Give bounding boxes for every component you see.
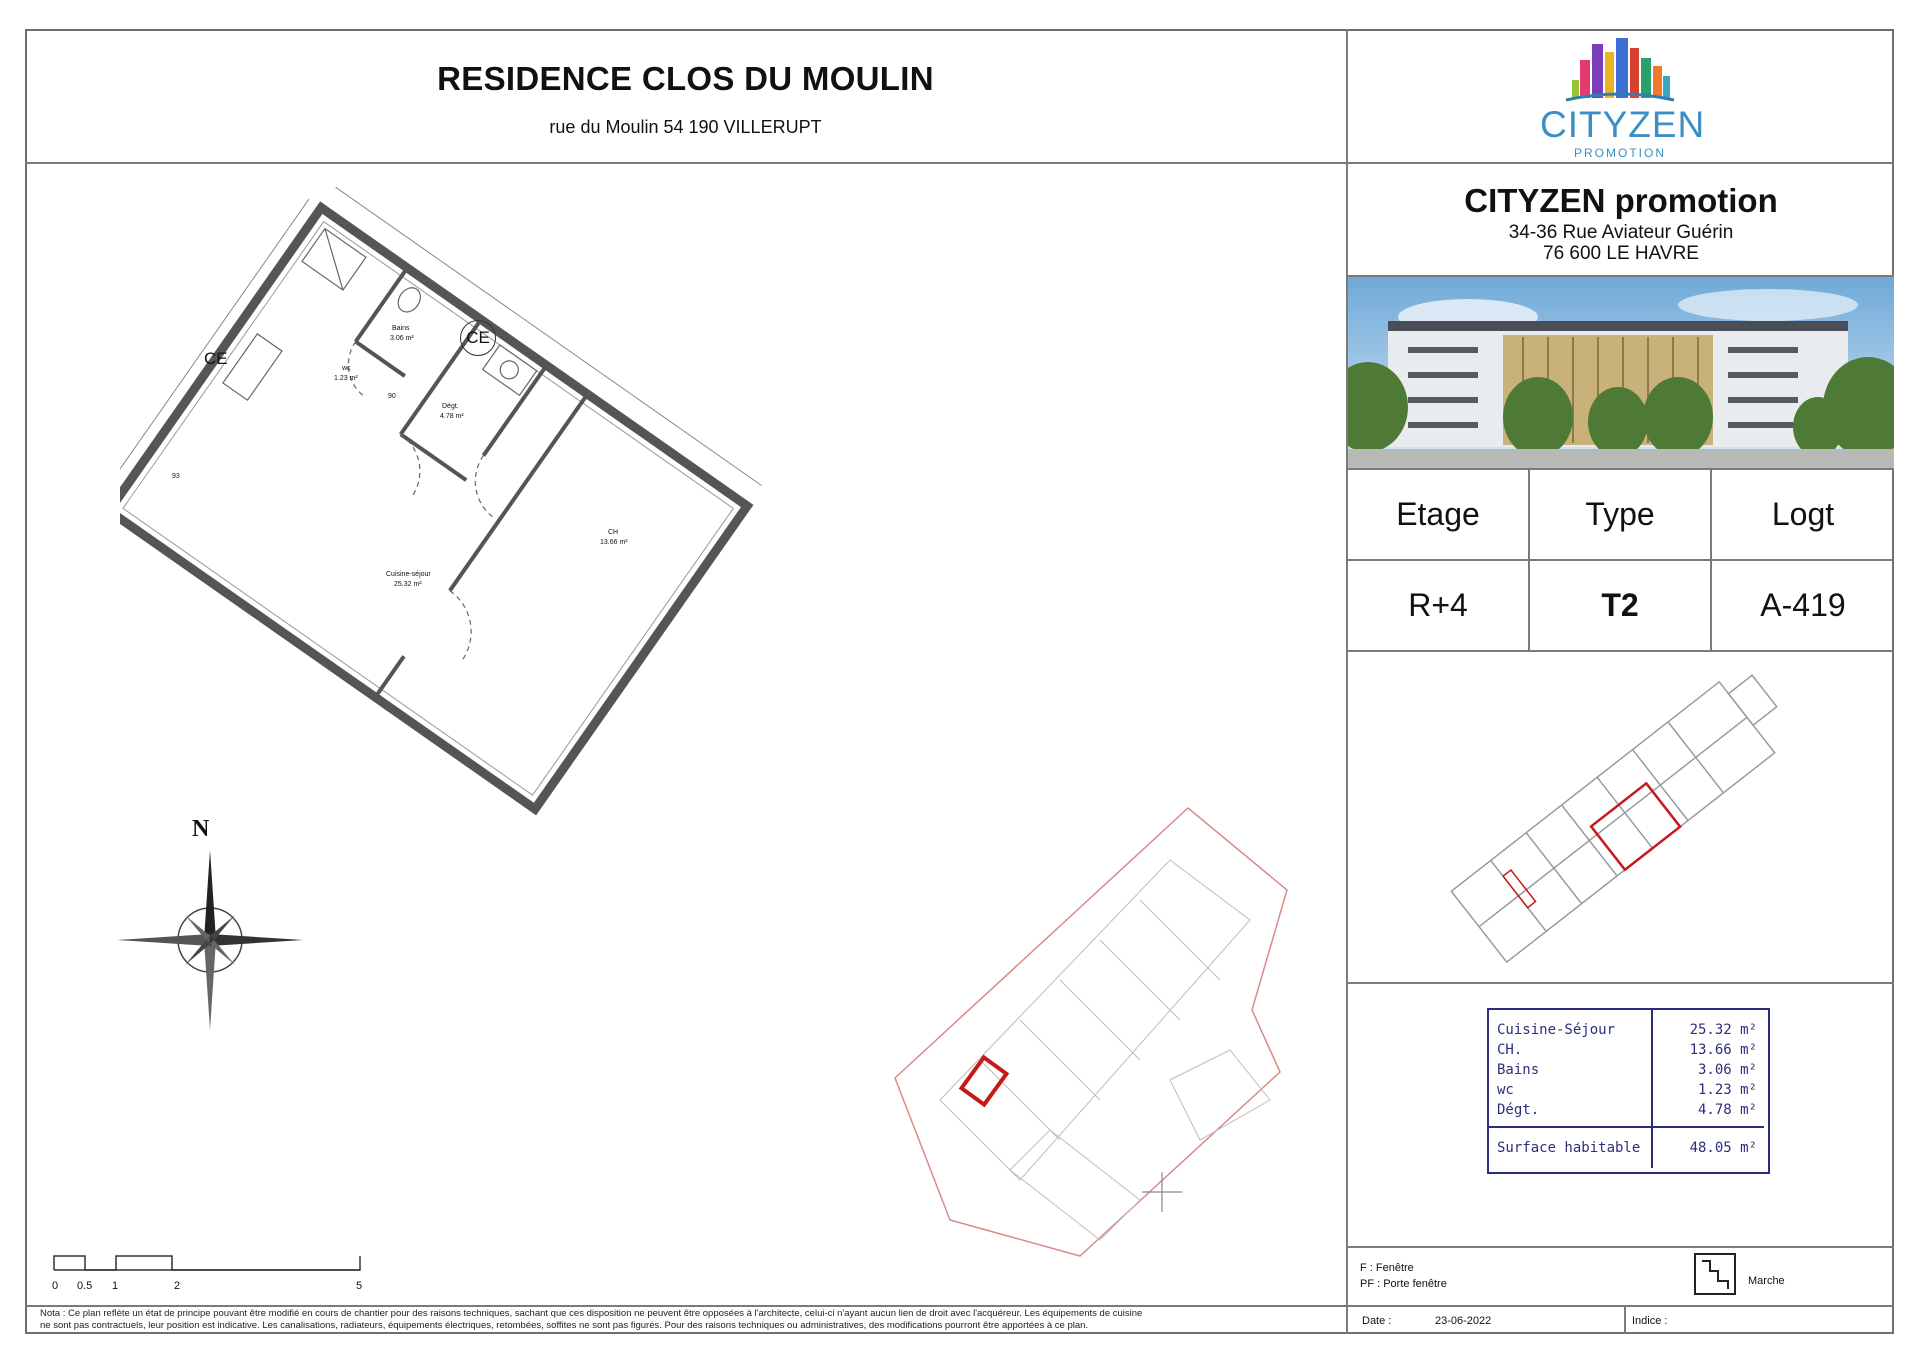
surface-total-divider [1489,1126,1764,1128]
legend-porte-fenetre: PF : Porte fenêtre [1360,1278,1447,1290]
surface-room-label: CH. [1497,1042,1523,1058]
plan-label-ch-area: 13.66 m² [600,539,628,546]
plan-label-degt: Dégt. [442,403,459,410]
lot-header-type: Type [1585,496,1655,532]
surface-area-value: 1.23 m² [1697,1082,1757,1098]
scale-tick: 0 [52,1280,59,1292]
surface-total-label: Surface habitable [1497,1140,1641,1156]
stairs-icon [1694,1253,1736,1295]
plan-label-bains: Bains [392,325,410,332]
plan-label-ce-right: CE [460,320,496,356]
legend-fenetre: F : Fenêtre [1360,1262,1414,1274]
promoter-name: CITYZEN promotion [1464,182,1778,219]
surface-room-label: Dégt. [1497,1102,1540,1118]
scale-tick: 2 [174,1280,181,1292]
legend-marche: Marche [1748,1275,1785,1287]
plan-label-wc: wc [342,365,351,372]
surface-room-label: Bains [1497,1062,1540,1078]
lot-header-etage: Etage [1396,496,1480,532]
compass-north-label: N [192,816,210,842]
cityzen-logo [1540,32,1706,160]
plan-label-wc-area: 1.23 m² [334,375,358,382]
plan-door-width: 90 [388,393,396,400]
footer-date-value: 23-06-2022 [1435,1315,1492,1327]
surface-table [1487,1008,1770,1174]
lot-value-type: T2 [1601,587,1639,623]
lot-value-logt: A-419 [1760,587,1846,623]
plan-label-cuisine-area: 25.32 m² [394,581,422,588]
surface-room-label: wc [1497,1082,1514,1098]
surface-room-label: Cuisine-Séjour [1497,1022,1616,1038]
page-address: rue du Moulin 54 190 VILLERUPT [549,117,822,137]
scale-tick: 5 [356,1280,363,1292]
surface-area-value: 13.66 m² [1689,1042,1757,1058]
footer-note-line2: ne sont pas contractuels, leur position est indicative. Les canalisations, radiateurs, équipements électriques, retombées, soffites ne sont pas figurés. Pour des raisons techniques ou administratives, des modifications pourront être apportées à ce plan. [40,1320,1089,1331]
logo-tagline: PROMOTION [1574,146,1666,160]
surface-areas [1655,1020,1757,1120]
promoter-address-line1: 34-36 Rue Aviateur Guérin [1508,222,1734,243]
plan-label-ch: CH [608,529,619,536]
scale-tick: 0.5 [77,1280,93,1292]
surface-area-value: 25.32 m² [1689,1022,1757,1038]
footer-note [40,1308,1340,1332]
logo-brand-text: CITYZEN [1540,104,1706,145]
footer-col-divider [1624,1307,1626,1334]
page-title: RESIDENCE CLOS DU MOULIN [437,60,934,97]
apartment-floor-plan [120,175,840,875]
building-photo [1348,277,1894,468]
surface-rooms [1497,1020,1647,1120]
lot-value-etage: R+4 [1408,587,1468,623]
footer-note-line1: Nota : Ce plan reflète un état de principe pouvant être modifié en cours de chantier pour des raisons techniques, sachant que ces disposition ne peuvent être opposées à l'architecte, celui-ci n'ayant aucun lien de droit avec l'acquéreur. Les équipements de cuisine [40,1308,1143,1319]
plan-label-bains-area: 3.06 m² [390,335,414,342]
site-plan [880,800,1300,1260]
surface-col-divider [1651,1010,1653,1168]
floor-key-plan [1348,652,1894,982]
divider-footer [25,1305,1894,1307]
divider-header [25,162,1894,164]
footer-indice-label: Indice : [1632,1315,1668,1327]
plan-door-width: 93 [172,473,180,480]
divider-legend [1346,1246,1894,1248]
plan-label-degt-area: 4.78 m² [440,413,464,420]
footer-date-label: Date : [1362,1315,1392,1327]
scale-bar [50,1250,370,1300]
scale-tick: 1 [112,1280,119,1292]
surface-total-value: 48.05 m² [1689,1140,1757,1156]
divider-keyplan [1346,982,1894,984]
plan-label-ce-left: CE [204,349,228,368]
lot-header-logt: Logt [1771,496,1835,532]
surface-area-value: 4.78 m² [1697,1102,1757,1118]
plan-label-cuisine: Cuisine-séjour [386,571,431,578]
surface-area-value: 3.06 m² [1697,1062,1757,1078]
promoter-address-line2: 76 600 LE HAVRE [1543,243,1699,264]
compass-rose-icon [115,848,305,1038]
